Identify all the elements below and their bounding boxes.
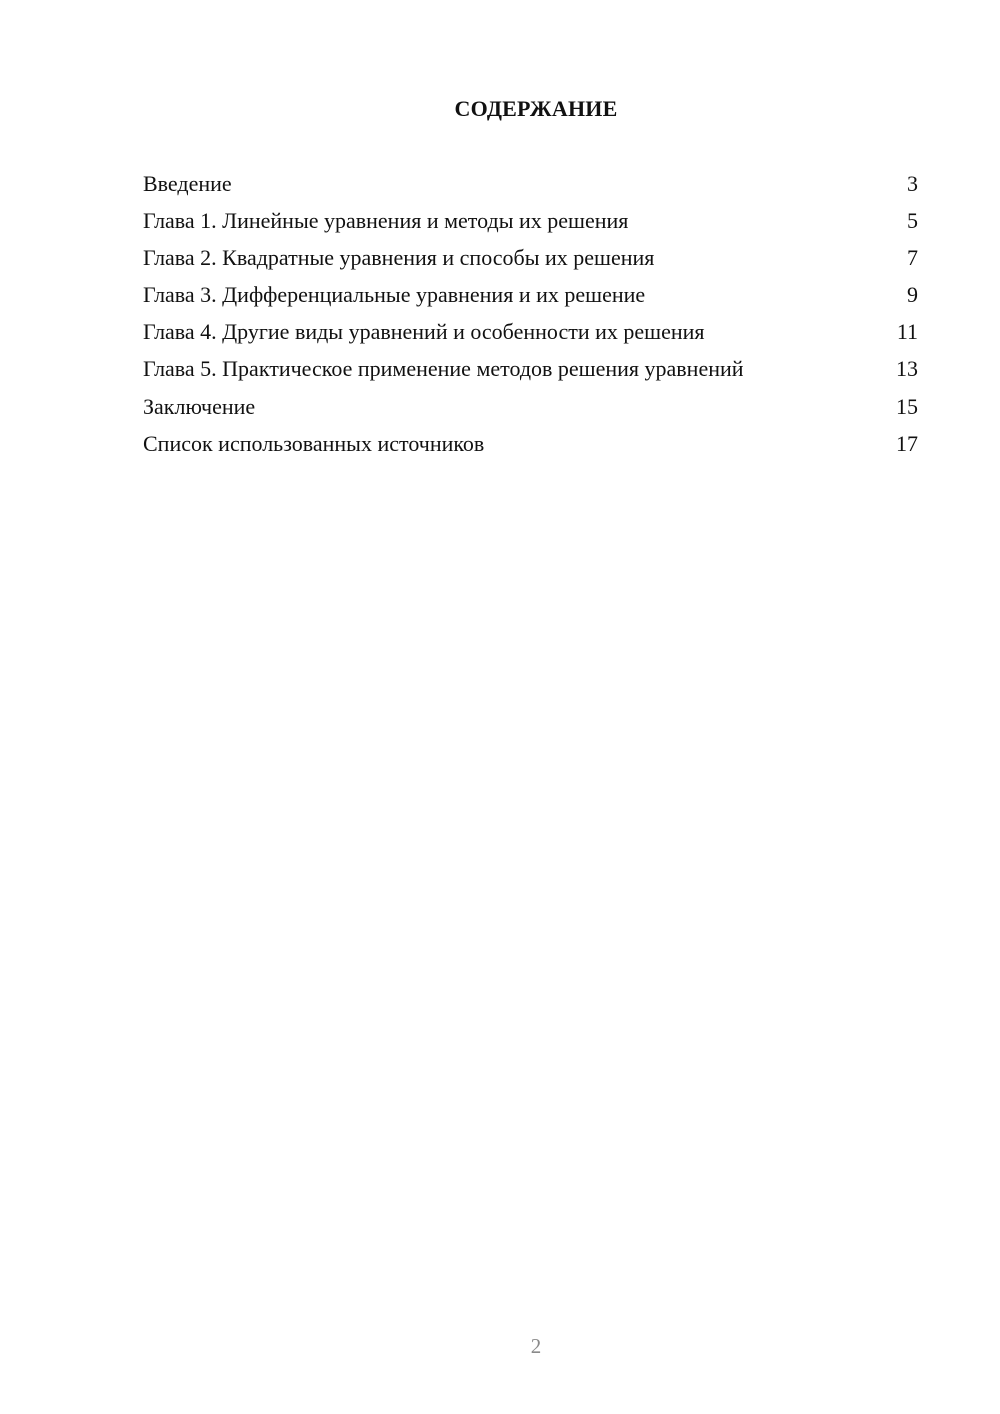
- toc-entry-page: 17: [896, 430, 918, 456]
- toc-entry-page: 15: [896, 393, 918, 419]
- toc-entry-introduction: [143, 169, 918, 206]
- toc-entry-chapter-4: [143, 317, 918, 354]
- toc-entry-page: 9: [907, 282, 918, 308]
- toc-entry-label: Глава 1. Линейные уравнения и методы их решения: [143, 208, 629, 234]
- toc-entry-page: 3: [907, 171, 918, 196]
- toc-entry-label: Заключение: [143, 393, 256, 419]
- toc-entry-page: 5: [907, 208, 918, 234]
- toc-entry-label: Глава 2. Квадратные уравнения и способы их решения: [143, 245, 655, 271]
- toc-entry-chapter-5: [143, 354, 918, 391]
- page-number: 2: [530, 1334, 542, 1358]
- toc-entry-page: 13: [896, 356, 918, 382]
- toc-entry-label: Список использованных источников: [143, 430, 485, 456]
- table-of-contents: [143, 169, 918, 466]
- toc-entry-label: Глава 5. Практическое применение методов решения уравнений: [143, 356, 744, 382]
- toc-entry-label: Введение: [143, 171, 232, 196]
- toc-entry-chapter-3: [143, 280, 918, 317]
- toc-title: СОДЕРЖАНИЕ: [454, 96, 618, 121]
- toc-entry-label: Глава 4. Другие виды уравнений и особенности их решения: [143, 319, 705, 345]
- toc-entry-chapter-2: [143, 243, 918, 280]
- toc-entry-page: 7: [907, 245, 918, 271]
- toc-entry-label: Глава 3. Дифференциальные уравнения и их решение: [143, 282, 646, 308]
- toc-entry-conclusion: [143, 392, 918, 429]
- toc-entry-chapter-1: [143, 206, 918, 243]
- toc-entry-page: 11: [896, 319, 918, 345]
- toc-entry-references: [143, 429, 918, 466]
